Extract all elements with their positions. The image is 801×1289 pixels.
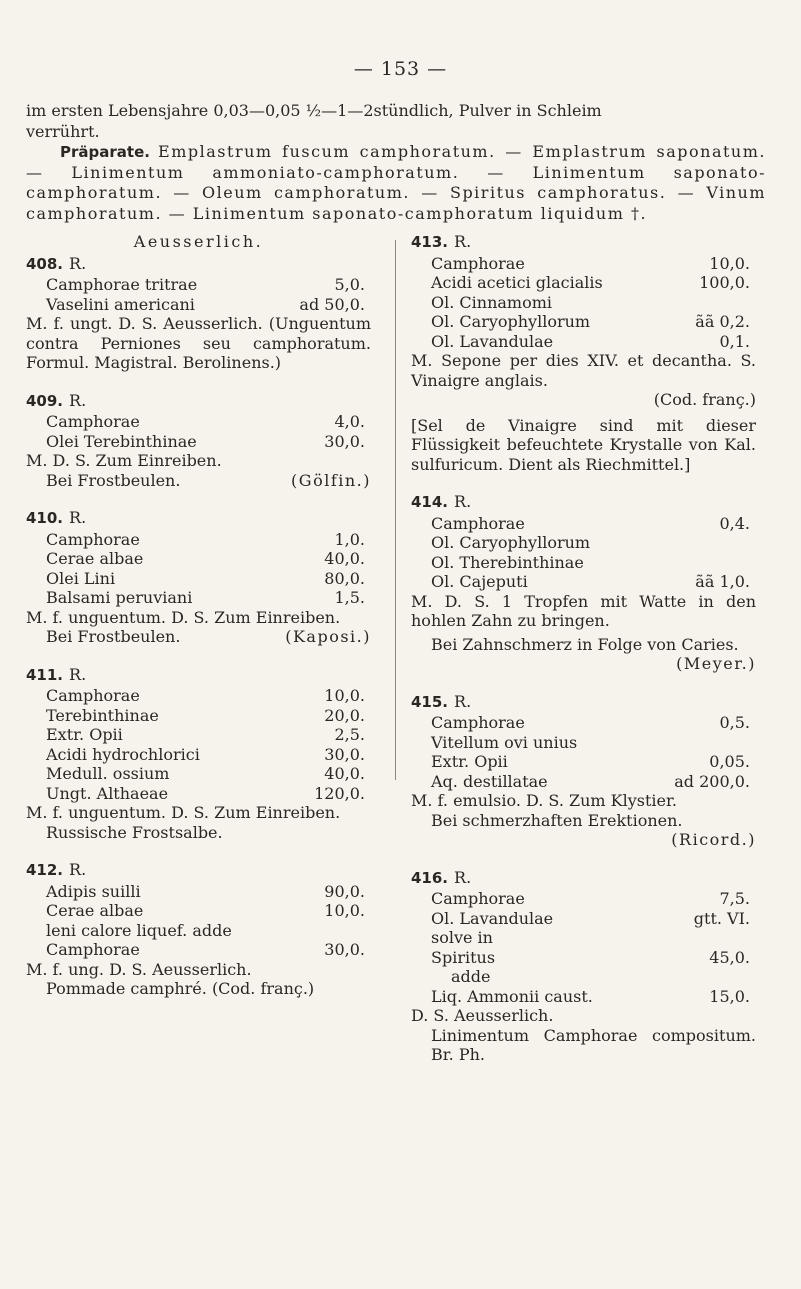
ingredient-row: Camphorae 10,0. (46, 686, 365, 705)
recipe-step: adde (451, 967, 491, 986)
recipe-instructions: M. f. ungt. D. S. Aeusserlich. (Unguentum contra Perniones seu camphoratum. Formul. Magistral. Berolinens.) (26, 314, 371, 372)
recipe-author: (Cod. franç.) (653, 390, 756, 409)
recipe-instructions: M. D. S. 1 Tropfen mit Watte in den hohlen Zahn zu bringen. (411, 591, 756, 630)
recipe-number: 408. R. (26, 253, 87, 273)
ingredient-row: Camphorae 10,0. (431, 253, 750, 273)
ingredient-row: Camphorae 7,5. (431, 889, 750, 908)
recipe-408 (26, 254, 371, 373)
recipe-409 (26, 391, 371, 491)
recipe-instructions: M. f. unguentum. D. S. Zum Einreiben. (26, 803, 341, 822)
ingredient-row: Ol. Cinnamomi (431, 292, 553, 312)
ingredient-row: Camphorae 0,5. (431, 713, 750, 732)
ingredient-row: Ol. Lavandulae gtt. VI. (431, 908, 750, 928)
ingredient-row: Camphorae 0,4. (431, 513, 750, 533)
ingredient-row: Vaselini americani ad 50,0. (46, 294, 365, 314)
recipe-number: 414. R. (411, 492, 472, 511)
recipe-416 (411, 868, 756, 1065)
intro-paragraph (26, 101, 766, 224)
ingredient-row: Cerae albae 40,0. (46, 549, 365, 568)
ingredient-row: Ol. Caryophyllorum (431, 533, 591, 552)
recipe-411 (26, 665, 371, 843)
recipe-415 (411, 692, 756, 850)
recipe-use: Bei Frostbeulen. (46, 627, 181, 646)
ingredient-row: Ol. Cajeputi ãã 1,0. (431, 572, 750, 591)
praeparate-heading: Präparate. (60, 143, 150, 161)
recipe-number: 409. R. (26, 390, 87, 410)
ingredient-row: Cerae albae 10,0. (46, 901, 365, 920)
section-heading-aeusserlich: Aeusserlich. (133, 232, 264, 251)
ingredient-row: Camphorae tritrae 5,0. (46, 275, 365, 294)
recipe-instructions: M. f. unguentum. D. S. Zum Einreiben. (26, 607, 341, 627)
recipe-use: Pommade camphré. (Cod. franç.) (46, 979, 315, 998)
ingredient-row: Ol. Therebinthinae (431, 552, 584, 572)
recipe-number: 411. R. (26, 664, 87, 684)
ingredient-row: Olei Terebinthinae 30,0. (46, 431, 365, 451)
ingredient-row: Extr. Opii 2,5. (46, 725, 365, 744)
recipe-step: leni calore liquef. adde (46, 920, 232, 940)
recipe-use: Bei schmerzhaften Erektionen. (431, 810, 683, 830)
page-number: — 153 — (353, 58, 448, 80)
ingredient-row: Terebinthinae 20,0. (46, 705, 365, 725)
ingredient-row: Adipis suilli 90,0. (46, 881, 365, 901)
recipe-instructions: M. D. S. Zum Einreiben. (26, 451, 222, 470)
recipe-author: (Gölfin.) (291, 470, 371, 490)
ingredient-row: Vitellum ovi unius (431, 732, 578, 752)
praeparate-paragraph (26, 142, 766, 224)
recipe-use-line (26, 627, 371, 647)
recipe-instructions: M. Sepone per dies XIV. et decantha. S. Vinaigre anglais. (411, 351, 756, 390)
recipe-author: (Meyer.) (676, 654, 756, 673)
ingredient-row: Spiritus 45,0. (431, 947, 750, 967)
ingredient-row: Camphorae 1,0. (46, 529, 365, 549)
recipe-use: Linimentum Camphorae compositum. Br. Ph. (431, 1025, 756, 1064)
recipe-author: (Kaposi.) (285, 627, 371, 646)
ingredient-row: Extr. Opii 0,05. (431, 752, 750, 771)
recipe-author: (Ricord.) (671, 830, 756, 849)
ingredient-row: Ol. Caryophyllorum ãã 0,2. (431, 312, 750, 331)
recipe-number: 410. R. (26, 508, 87, 527)
ingredient-row: Ungt. Althaeae 120,0. (46, 783, 365, 803)
ingredient-row: Acidi hydrochlorici 30,0. (46, 744, 365, 764)
recipe-step: solve in (431, 928, 493, 947)
recipe-instructions: D. S. Aeusserlich. (411, 1006, 554, 1025)
recipe-use: Bei Frostbeulen. (46, 470, 181, 490)
right-column (411, 232, 756, 1083)
recipe-number: 416. R. (411, 867, 472, 887)
intro-line-1: im ersten Lebensjahre 0,03—0,05 ½—1—2stündlich, Pulver in Schleim (26, 101, 602, 120)
recipe-414 (411, 492, 756, 674)
recipe-note: [Sel de Vinaigre sind mit dieser Flüssigkeit befeuchtete Krystalle von Kal. sulfuricum. Dient als Riechmittel.] (411, 415, 756, 474)
left-column (26, 232, 371, 1017)
intro-line-2: verrührt. (26, 121, 100, 141)
ingredient-row: Balsami peruviani 1,5. (46, 588, 365, 607)
ingredient-row: Medull. ossium 40,0. (46, 764, 365, 783)
recipe-number: 415. R. (411, 691, 472, 711)
recipe-410 (26, 508, 371, 647)
recipe-412 (26, 860, 371, 999)
recipe-use-line (26, 471, 371, 491)
recipe-413 (411, 232, 756, 474)
ingredient-row: Aq. destillatae ad 200,0. (431, 771, 750, 791)
recipe-number: 412. R. (26, 860, 87, 879)
praeparate-list: Emplastrum fuscum camphoratum. — Emplastrum saponatum. — Linimentum ammoniato-camphoratum. — Linimentum saponato-camphoratum. — Oleum camphoratum. — Spiritus camphoratus. — Vinum camphoratum. — Linimentum saponato-camphoratum liquidum †. (26, 142, 766, 223)
recipe-use: Bei Zahnschmerz in Folge von Caries. (431, 634, 739, 654)
recipe-number: 413. R. (411, 232, 472, 251)
recipe-instructions: M. f. emulsio. D. S. Zum Klystier. (411, 791, 677, 810)
recipe-instructions: M. f. ung. D. S. Aeusserlich. (26, 959, 252, 979)
ingredient-row: Liq. Ammonii caust. 15,0. (431, 986, 750, 1006)
column-divider (395, 240, 396, 780)
recipe-use: Russische Frostsalbe. (46, 822, 223, 842)
ingredient-row: Acidi acetici glacialis 100,0. (431, 273, 750, 292)
ingredient-row: Camphorae 4,0. (46, 412, 365, 431)
ingredient-row: Olei Lini 80,0. (46, 568, 365, 588)
ingredient-row: Camphorae 30,0. (46, 940, 365, 959)
ingredient-row: Ol. Lavandulae 0,1. (431, 331, 750, 351)
